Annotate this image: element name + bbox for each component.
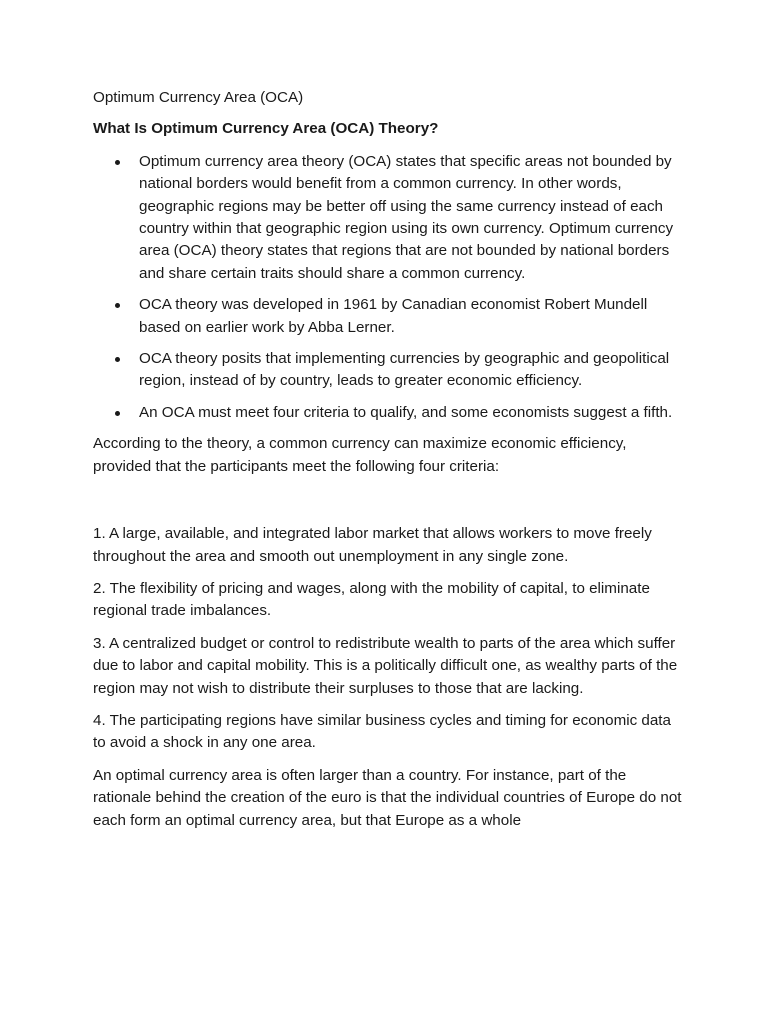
blank-line xyxy=(93,488,683,523)
bullet-icon xyxy=(115,160,120,165)
list-item-text: Optimum currency area theory (OCA) states that specific areas not bounded by national borders would benefit from a common currency. In other words, geographic regions may be better off using the same currency instead of each country within that geographic region using its own currency. Optimum currency area (OCA) theory states that regions that are not bounded by national borders and share certain traits should share a common currency. xyxy=(139,152,674,282)
criterion-paragraph: 2. The flexibility of pricing and wages, along with the mobility of capital, to eliminate regional trade imbalances. xyxy=(93,579,650,620)
closing-paragraph: An optimal currency area is often larger than a country. For instance, part of the rationale behind the creation of the euro is that the individual countries of Europe do not each form an optimal currency area, but that Europe as a whole xyxy=(93,766,682,829)
document-page xyxy=(93,87,683,842)
criterion-paragraph: 1. A large, available, and integrated labor market that allows workers to move freely throughout the area and smooth out unemployment in any single zone. xyxy=(93,525,652,565)
criterion-paragraph: 4. The participating regions have similar business cycles and timing for economic data to avoid a shock in any one area. xyxy=(93,711,671,752)
intro-paragraph: According to the theory, a common currency can maximize economic efficiency, provided that the participants meet the following four criteria: xyxy=(93,435,627,475)
list-item xyxy=(93,151,683,285)
list-item xyxy=(93,294,683,339)
section-heading: What Is Optimum Currency Area (OCA) Theory? xyxy=(93,120,439,138)
list-item-text: OCA theory posits that implementing currencies by geographic and geopolitical region, instead of by country, leads to greater economic efficiency. xyxy=(139,350,670,390)
list-item-text: OCA theory was developed in 1961 by Canadian economist Robert Mundell based on earlier work by Abba Lerner. xyxy=(139,296,648,336)
bullet-icon xyxy=(115,303,120,308)
document-title: Optimum Currency Area (OCA) xyxy=(93,89,304,106)
bullet-icon xyxy=(115,357,120,362)
list-item xyxy=(93,402,683,424)
list-item xyxy=(93,348,683,393)
list-item-text: An OCA must meet four criteria to qualify, and some economists suggest a fifth. xyxy=(139,403,673,421)
bullet-icon xyxy=(115,411,120,416)
criterion-paragraph: 3. A centralized budget or control to redistribute wealth to parts of the area which suffer due to labor and capital mobility. This is a politically difficult one, as wealthy parts of the region may not wish to distribute their surpluses to those that are lacking. xyxy=(93,634,678,697)
key-points-list xyxy=(93,151,683,424)
